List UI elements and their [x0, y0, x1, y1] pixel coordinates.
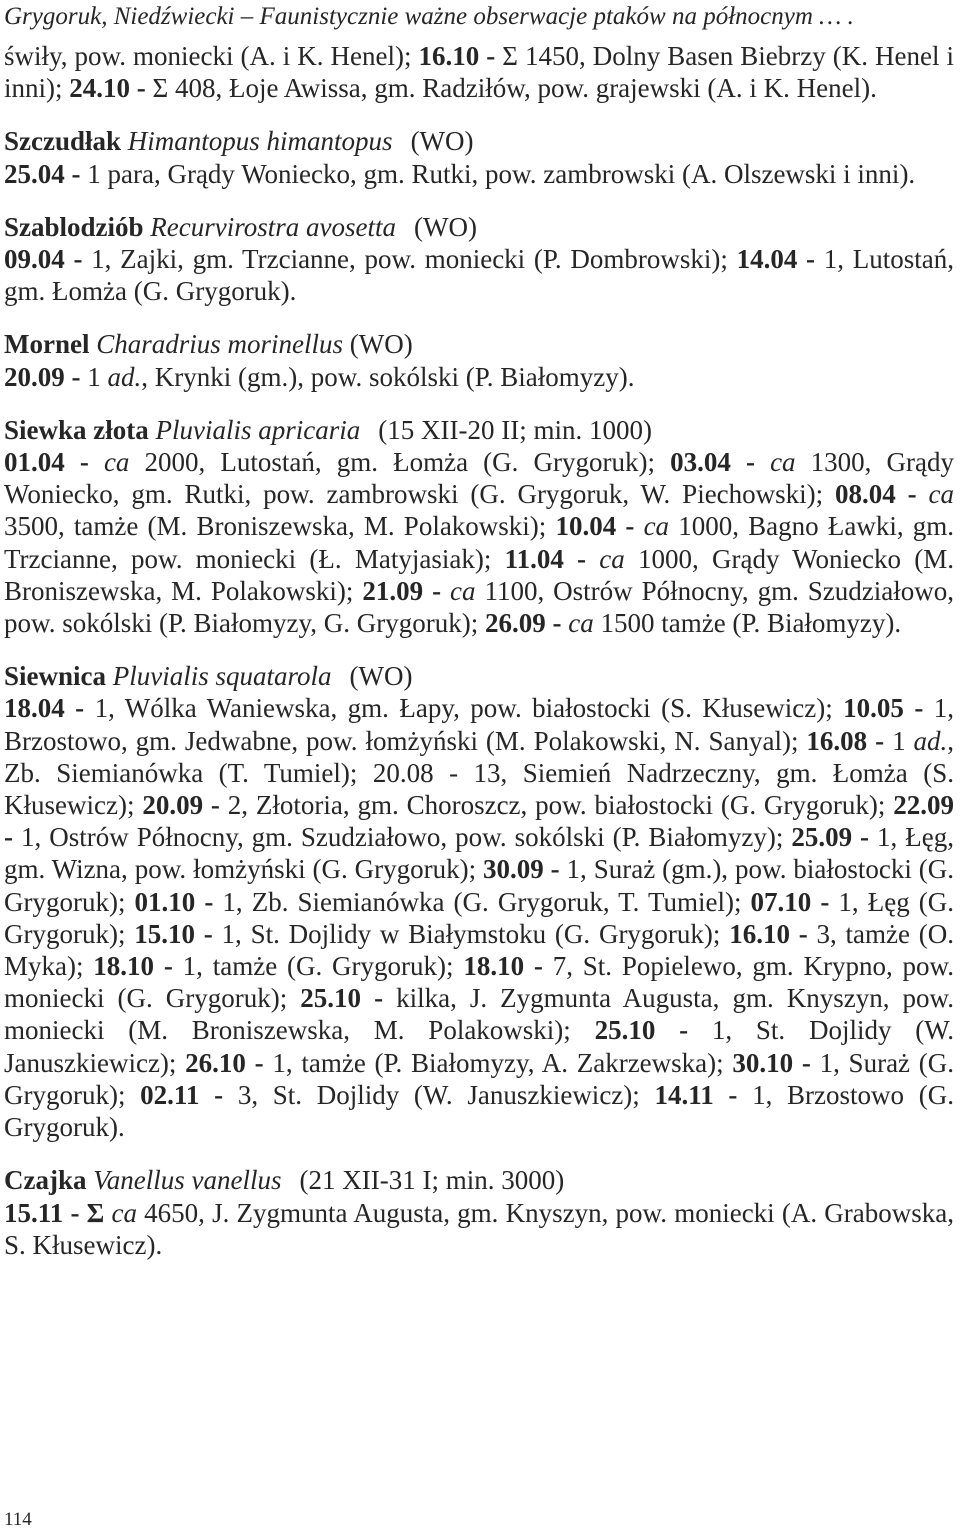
page-number: 114	[4, 1509, 32, 1530]
species-records-czajka: 15.11 - Σ ca 4650, J. Zygmunta Augusta, gm. Knyszyn, pow. moniecki (A. Grabowska, S. Kłusewicz).	[4, 1197, 955, 1260]
intro-paragraph: świły, pow. moniecki (A. i K. Henel); 16.10 - Σ 1450, Dolny Basen Biebrzy (K. Henel i inni); 24.10 - Σ 408, Łoje Awissa, gm. Radziłów, pow. grajewski (A. i K. Henel).	[4, 41, 954, 104]
species-heading-siewka-zlota: Siewka złota Pluvialis apricaria (15 XII-20 II; min. 1000)	[4, 414, 652, 445]
species-heading-szczudlak: Szczudłak Himantopus himantopus (WO)	[4, 126, 474, 157]
species-records-mornel: 20.09 - 1 ad., Krynki (gm.), pow. sokólski (P. Białomyzy).	[4, 361, 635, 392]
article-body	[4, 40, 954, 1261]
species-heading-mornel: Mornel Charadrius morinellus (WO)	[4, 329, 413, 360]
species-heading-siewnica: Siewnica Pluvialis squatarola (WO)	[4, 661, 413, 692]
species-records-szablodziob: 09.04 - 1, Zajki, gm. Trzcianne, pow. moniecki (P. Dombrowski); 14.04 - 1, Lutostań, gm. Łomża (G. Grygoruk).	[4, 244, 954, 307]
species-records-szczudlak: 25.04 - 1 para, Grądy Woniecko, gm. Rutki, pow. zambrowski (A. Olszewski i inni).	[4, 158, 916, 189]
running-header: Grygoruk, Niedźwiecki – Faunistycznie ważne obserwacje ptaków na północnym … .	[4, 3, 854, 30]
species-records-siewka-zlota: 01.04 - ca 2000, Lutostań, gm. Łomża (G. Grygoruk); 03.04 - ca 1300, Grądy Woniecko, gm. Rutki, pow. zambrowski (G. Grygoruk, W. Piechowski); 08.04 - ca 3500, tamże (M. Broniszewska, M. Polakowski); 10.04 - ca 1000, Bagno Ławki, gm. Trzcianne, pow. moniecki (Ł. Matyjasiak); 11.04 - ca 1000, Grądy Woniecko (M. Broniszewska, M. Polakowski); 21.09 - ca 1100, Ostrów Północny, gm. Szudziałowo, pow. sokólski (P. Białomyzy, G. Grygoruk); 26.09 - ca 1500 tamże (P. Białomyzy).	[4, 447, 955, 639]
species-records-siewnica: 18.04 - 1, Wólka Waniewska, gm. Łapy, pow. białostocki (S. Kłusewicz); 10.05 - 1, Brzostowo, gm. Jedwabne, pow. łomżyński (M. Polakowski, N. Sanyal); 16.08 - 1 ad., Zb. Siemianówka (T. Tumiel); 20.08 - 13, Siemień Nadrzeczny, gm. Łomża (S. Kłusewicz); 20.09 - 2, Złotoria, gm. Choroszcz, pow. białostocki (G. Grygoruk); 22.09 - 1, Ostrów Północny, gm. Szudziałowo, pow. sokólski (P. Białomyzy); 25.09 - 1, Łęg, gm. Wizna, pow. łomżyński (G. Grygoruk); 30.09 - 1, Suraż (gm.), pow. białostocki (G. Grygoruk); 01.10 - 1, Zb. Siemianówka (G. Grygoruk, T. Tumiel); 07.10 - 1, Łęg (G. Grygoruk); 15.10 - 1, St. Dojlidy w Białymstoku (G. Grygoruk); 16.10 - 3, tamże (O. Myka); 18.10 - 1, tamże (G. Grygoruk); 18.10 - 7, St. Popielewo, gm. Krypno, pow. moniecki (G. Grygoruk); 25.10 - kilka, J. Zygmunta Augusta, gm. Knyszyn, pow. moniecki (M. Broniszewska, M. Polakowski); 25.10 - 1, St. Dojlidy (W. Januszkiewicz); 26.10 - 1, tamże (P. Białomyzy, A. Zakrzewska); 30.10 - 1, Suraż (G. Grygoruk); 02.11 - 3, St. Dojlidy (W. Januszkiewicz); 14.11 - 1, Brzostowo (G. Grygoruk).	[4, 693, 955, 1143]
species-heading-szablodziob: Szablodziób Recurvirostra avosetta (WO)	[4, 211, 477, 242]
species-heading-czajka: Czajka Vanellus vanellus (21 XII-31 I; min. 3000)	[4, 1165, 565, 1196]
